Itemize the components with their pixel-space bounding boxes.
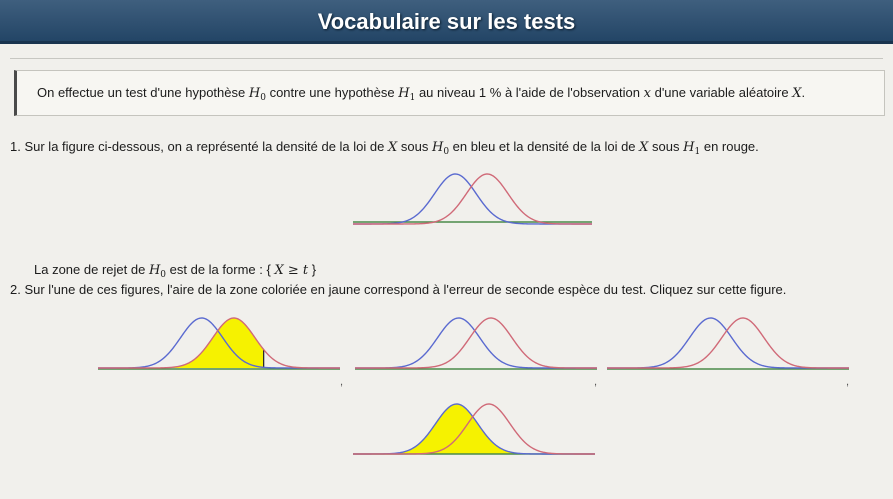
- blue-density-curve: [353, 174, 592, 224]
- choice-figure-a[interactable]: [95, 310, 343, 372]
- separator: ,: [340, 376, 344, 388]
- h0-symbol: $H_0$: [148, 263, 167, 280]
- question-number: 1.: [10, 139, 21, 154]
- blue-density-curve: [355, 318, 597, 368]
- rejection-zone-text: La zone de rejet de $H_0$ est de la forme : { X ≥ t }: [34, 262, 317, 280]
- rejection-formula: X ≥ t: [274, 263, 309, 278]
- red-density-curve: [355, 318, 597, 368]
- intro-box: [14, 70, 885, 116]
- h0-symbol: $H_0$: [431, 140, 450, 157]
- x-symbol: x: [643, 86, 651, 101]
- X-symbol: X: [792, 86, 802, 101]
- yellow-shaded-area: [169, 318, 264, 368]
- choice-figure-d[interactable]: [350, 396, 598, 458]
- page-title: Vocabulaire sur les tests: [317, 9, 576, 34]
- red-density-curve: [607, 318, 849, 368]
- choice-figure-b[interactable]: [352, 310, 600, 372]
- red-density-curve: [353, 174, 592, 224]
- blue-density-curve: [607, 318, 849, 368]
- question-1: 1. Sur la figure ci-dessous, on a représenté la densité de la loi de X sous $H_0$ en bleu et la densité de la loi de X sous $H_1$ en rouge.: [10, 139, 759, 157]
- choice-figure-c[interactable]: [604, 310, 852, 372]
- header-divider: [10, 58, 883, 59]
- separator: ,: [846, 376, 850, 388]
- yellow-shaded-area: [353, 404, 519, 454]
- question-2: 2. Sur l'une de ces figures, l'aire de la zone coloriée en jaune correspond à l'erreur de seconde espèce du test. Cliquez sur cette figure.: [10, 282, 787, 297]
- question-number: 2.: [10, 282, 21, 297]
- h1-symbol: $H_1$: [398, 86, 416, 103]
- h1-symbol: $H_1$: [683, 140, 701, 157]
- intro-text: On effectue un test d'une hypothèse $H_0$ contre une hypothèse $H_1$ au niveau 1 % à l'aide de l'observation x d'une variable aléatoire X.: [37, 85, 806, 103]
- page-header: [0, 0, 893, 44]
- h0-symbol: $H_0$: [248, 86, 266, 103]
- separator: ,: [594, 376, 598, 388]
- reference-figure: [350, 166, 595, 228]
